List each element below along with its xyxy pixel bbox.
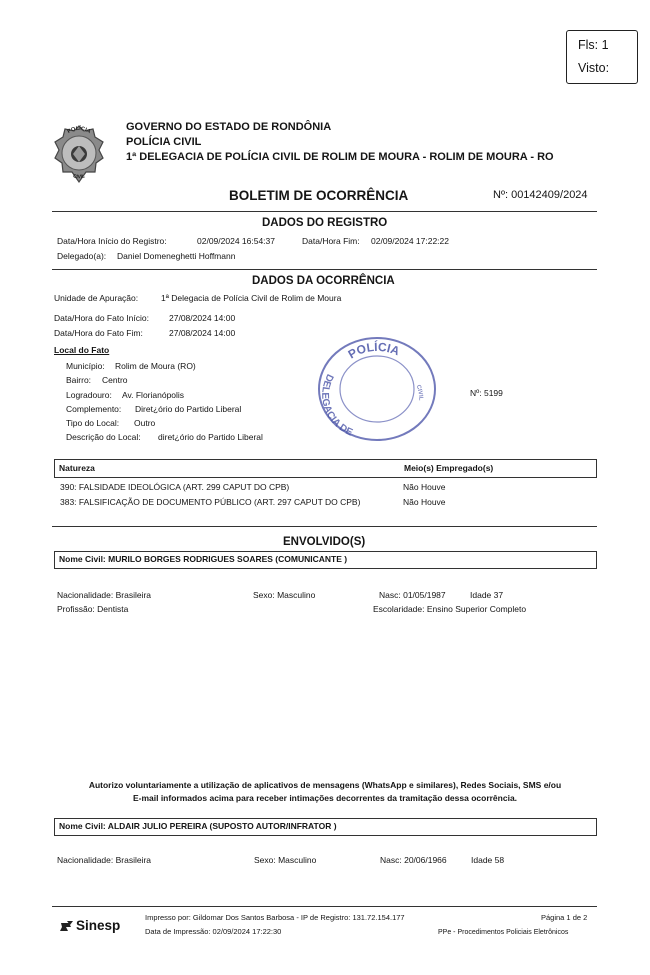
natureza-row-1: 390: FALSIDADE IDEOLÓGICA (ART. 299 CAPUT DO CPB) [60, 482, 290, 492]
meio-col-header: Meio(s) Empregado(s) [404, 463, 494, 473]
envolvido-2-nasc: Nasc: 20/06/1966 [380, 855, 447, 865]
footer-impresso: Impresso por: Gildomar Dos Santos Barbosa - IP de Registro: 131.72.154.177 [145, 913, 405, 922]
header-governo: GOVERNO DO ESTADO DE RONDÔNIA [126, 121, 332, 133]
envolvido-1-sexo: Sexo: Masculino [253, 590, 316, 600]
svg-text:DELEGACIA DE [319, 372, 354, 439]
footer-divider [52, 906, 597, 907]
fato-fim-value: 27/08/2024 14:00 [169, 328, 236, 338]
tipo-local-label: Tipo do Local: [66, 418, 120, 428]
header-delegacia: 1ª DELEGACIA DE POLÍCIA CIVIL DE ROLIM DE MOURA - ROLIM DE MOURA - RO [126, 151, 554, 163]
bo-number: Nº: 00142409/2024 [493, 189, 588, 201]
local-numero: Nº: 5199 [470, 388, 503, 398]
divider [52, 269, 597, 270]
stamp-right-text: CIVIL [414, 384, 424, 401]
fls-label: Fls: 1 [578, 38, 609, 52]
envolvido-2-idade: Idade 58 [471, 855, 505, 865]
envolvido-2-name: Nome Civil: ALDAIR JULIO PEREIRA (SUPOSTO AUTOR/INFRATOR ) [59, 821, 337, 831]
svg-text:CIVIL [72, 173, 86, 180]
registro-inicio-label: Data/Hora Início do Registro: [57, 236, 167, 246]
unidade-label: Unidade de Apuração: [54, 293, 139, 303]
ocorrencia-title: DADOS DA OCORRÊNCIA [252, 275, 395, 287]
descricao-local-label: Descrição do Local: [66, 432, 141, 442]
descricao-local-value: diret¿ório do Partido Liberal [158, 432, 263, 442]
autorizo-line-1: Autorizo voluntariamente a utilização de aplicativos de mensagens (WhatsApp e similares), Redes Sociais, SMS e/ou [88, 780, 562, 790]
delegado-value: Daniel Domeneghetti Hoffmann [117, 251, 236, 261]
footer-pagina: Página 1 de 2 [541, 913, 588, 922]
logradouro-value: Av. Florianópolis [122, 390, 185, 400]
tipo-local-value: Outro [134, 418, 156, 428]
envolvido-2-name-box [54, 818, 597, 836]
meio-row-1: Não Houve [403, 482, 446, 492]
svg-text:CIVIL [415, 384, 424, 401]
registro-inicio-value: 02/09/2024 16:54:37 [197, 236, 275, 246]
divider [52, 526, 597, 527]
badge-top-text: POLÍCIA [66, 125, 92, 136]
bairro-value: Centro [102, 375, 128, 385]
official-stamp-icon [313, 335, 439, 445]
meio-row-2: Não Houve [403, 497, 446, 507]
page-title: BOLETIM DE OCORRÊNCIA [229, 188, 409, 203]
fato-fim-label: Data/Hora do Fato Fim: [54, 328, 143, 338]
footer-ppe: PPe - Procedimentos Policiais Eletrônicos [438, 929, 569, 936]
footer-data-impressao: Data de Impressão: 02/09/2024 17:22:30 [145, 927, 282, 936]
complemento-label: Complemento: [66, 404, 122, 414]
header-policia: POLÍCIA CIVIL [126, 136, 202, 148]
envolvidos-title: ENVOLVIDO(S) [283, 536, 366, 548]
divider [52, 211, 597, 212]
envolvido-2-nacionalidade: Nacionalidade: Brasileira [57, 855, 152, 865]
envolvido-1-profissao: Profissão: Dentista [57, 604, 129, 614]
fato-inicio-value: 27/08/2024 14:00 [169, 313, 236, 323]
registro-fim-label: Data/Hora Fim: [302, 236, 360, 246]
badge-bottom-text: CIVIL [72, 173, 86, 181]
municipio-value: Rolim de Moura (RO) [115, 361, 196, 371]
stamp-top-text: POLÍCIA [345, 339, 402, 362]
local-title: Local do Fato [54, 345, 110, 355]
envolvido-2-sexo: Sexo: Masculino [254, 855, 317, 865]
bairro-label: Bairro: [66, 375, 92, 385]
envolvido-1-name: Nome Civil: MURILO BORGES RODRIGUES SOARES (COMUNICANTE ) [59, 554, 348, 564]
natureza-row-2: 383: FALSIFICAÇÃO DE DOCUMENTO PÚBLICO (ART. 297 CAPUT DO CPB) [60, 497, 361, 507]
envolvido-1-nacionalidade: Nacionalidade: Brasileira [57, 590, 152, 600]
autorizo-line-2: E-mail informados acima para receber intimações decorrentes da tramitação dessa ocorrência. [132, 793, 518, 803]
delegado-label: Delegado(a): [57, 251, 107, 261]
registro-fim-value: 02/09/2024 17:22:22 [371, 236, 449, 246]
sinesp-logo-icon [58, 919, 74, 935]
natureza-header [54, 459, 597, 478]
envolvido-1-nasc: Nasc: 01/05/1987 [379, 590, 446, 600]
unidade-value: 1ª Delegacia de Polícia Civil de Rolim de Moura [161, 293, 342, 303]
stamp-left-text: DELEGACIA DE [319, 372, 355, 439]
natureza-col-header: Natureza [59, 463, 95, 473]
visto-label: Visto: [578, 61, 610, 75]
complemento-value: Diret¿ório do Partido Liberal [135, 404, 242, 414]
fato-inicio-label: Data/Hora do Fato Início: [54, 313, 149, 323]
envolvido-1-escolaridade: Escolaridade: Ensino Superior Completo [373, 604, 527, 614]
envolvido-1-name-box [54, 551, 597, 569]
municipio-label: Município: [66, 361, 105, 371]
folha-box [566, 30, 638, 84]
sinesp-logo-text: Sinesp [76, 918, 121, 933]
sinesp-logo [58, 917, 142, 937]
police-badge-icon [53, 124, 105, 186]
registro-title: DADOS DO REGISTRO [262, 217, 388, 229]
envolvido-1-idade: Idade 37 [470, 590, 504, 600]
logradouro-label: Logradouro: [66, 390, 112, 400]
